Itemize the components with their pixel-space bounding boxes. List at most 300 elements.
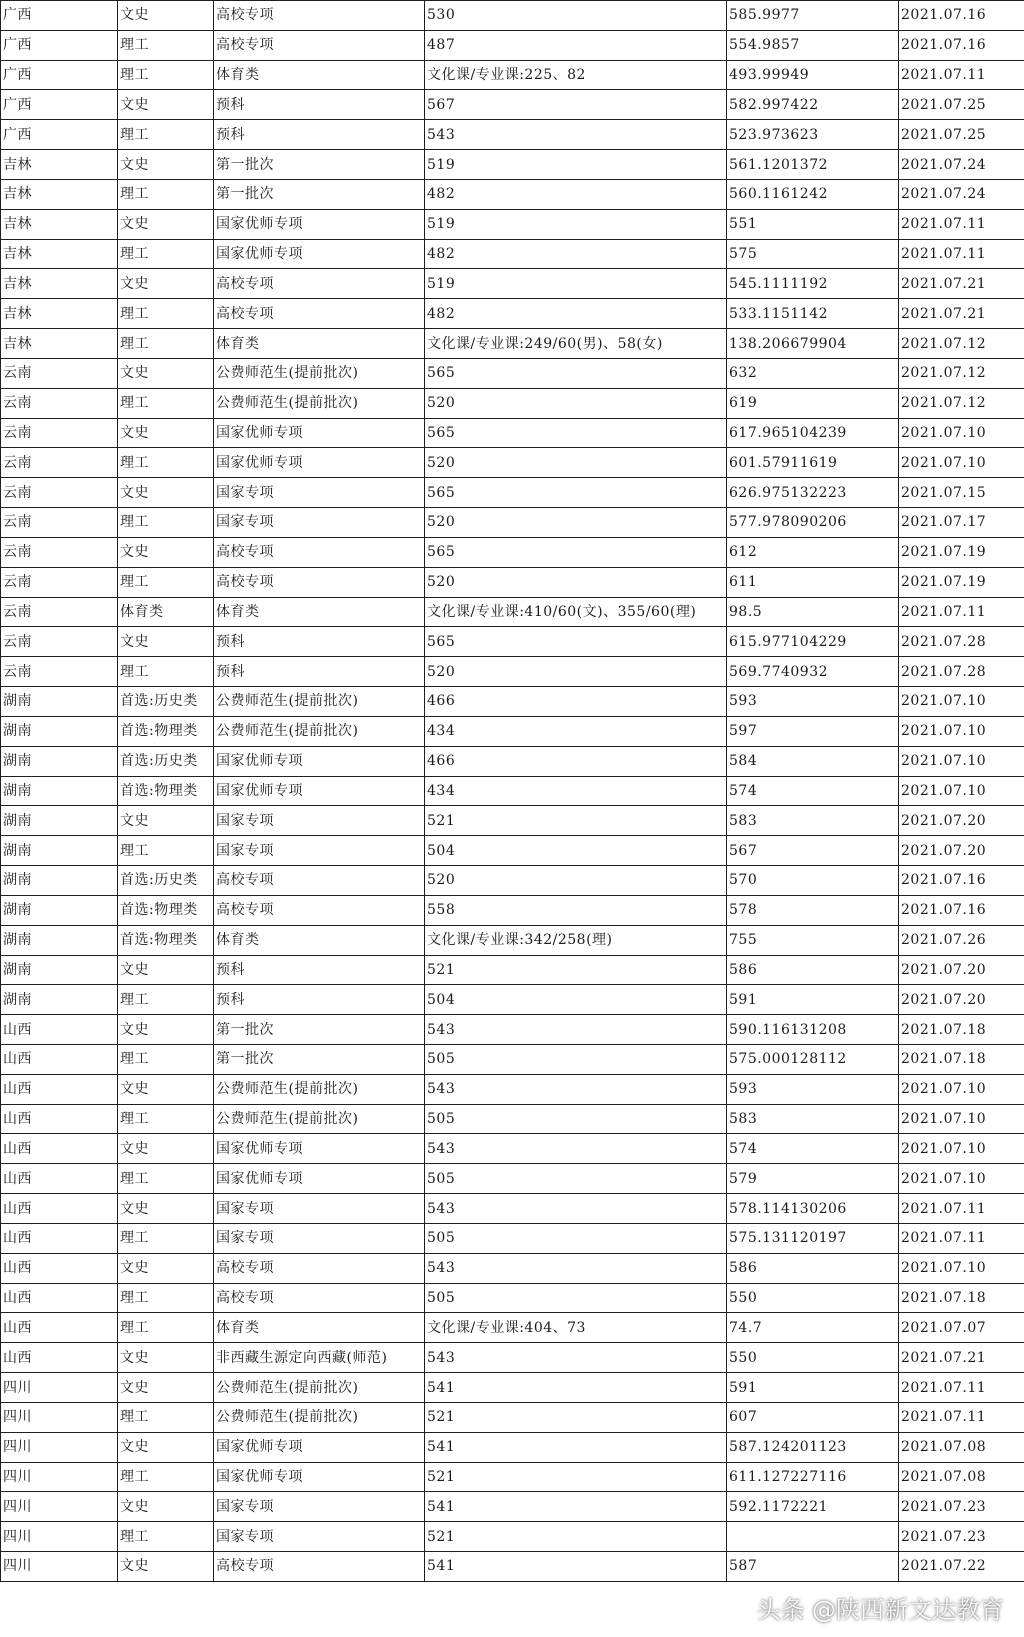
date-cell: 2021.07.11	[899, 209, 1024, 239]
table-row	[1, 776, 1024, 806]
date-cell: 2021.07.20	[899, 836, 1024, 866]
date-cell: 2021.07.21	[899, 299, 1024, 329]
date-cell: 2021.07.25	[899, 120, 1024, 150]
date-cell: 2021.07.10	[899, 716, 1024, 746]
batch-cell: 国家专项	[214, 1522, 425, 1552]
table-row	[1, 1074, 1024, 1104]
province-cell: 四川	[1, 1552, 118, 1582]
batch-cell: 体育类	[214, 60, 425, 90]
table-row	[1, 1044, 1024, 1074]
min-score-cell: 583	[727, 806, 899, 836]
province-cell: 湖南	[1, 895, 118, 925]
batch-cell: 国家优师专项	[214, 746, 425, 776]
batch-cell: 高校专项	[214, 269, 425, 299]
subject-cell: 理工	[118, 1164, 214, 1194]
control-line-cell: 521	[425, 806, 727, 836]
batch-cell: 第一批次	[214, 179, 425, 209]
province-cell: 云南	[1, 418, 118, 448]
table-row	[1, 418, 1024, 448]
table-row	[1, 866, 1024, 896]
control-line-cell: 541	[425, 1552, 727, 1582]
subject-cell: 文史	[118, 418, 214, 448]
date-cell: 2021.07.11	[899, 597, 1024, 627]
subject-cell: 文史	[118, 806, 214, 836]
batch-cell: 公费师范生(提前批次)	[214, 687, 425, 717]
date-cell: 2021.07.18	[899, 1044, 1024, 1074]
batch-cell: 体育类	[214, 329, 425, 359]
subject-cell: 理工	[118, 1223, 214, 1253]
date-cell: 2021.07.10	[899, 1074, 1024, 1104]
min-score-cell: 574	[727, 776, 899, 806]
table-row	[1, 687, 1024, 717]
min-score-cell: 619	[727, 388, 899, 418]
date-cell: 2021.07.11	[899, 60, 1024, 90]
table-row	[1, 1134, 1024, 1164]
batch-cell: 国家专项	[214, 836, 425, 866]
province-cell: 云南	[1, 627, 118, 657]
control-line-cell: 565	[425, 418, 727, 448]
min-score-cell: 578	[727, 895, 899, 925]
date-cell: 2021.07.23	[899, 1492, 1024, 1522]
control-line-cell: 504	[425, 985, 727, 1015]
table-row	[1, 836, 1024, 866]
control-line-cell: 505	[425, 1283, 727, 1313]
subject-cell: 文史	[118, 1492, 214, 1522]
province-cell: 湖南	[1, 985, 118, 1015]
subject-cell: 理工	[118, 508, 214, 538]
date-cell: 2021.07.21	[899, 1343, 1024, 1373]
control-line-cell: 434	[425, 716, 727, 746]
subject-cell: 文史	[118, 955, 214, 985]
province-cell: 吉林	[1, 299, 118, 329]
control-line-cell: 565	[425, 478, 727, 508]
subject-cell: 理工	[118, 1283, 214, 1313]
batch-cell: 预科	[214, 120, 425, 150]
subject-cell: 文史	[118, 1015, 214, 1045]
province-cell: 湖南	[1, 925, 118, 955]
province-cell: 山西	[1, 1134, 118, 1164]
control-line-cell: 466	[425, 687, 727, 717]
table-row	[1, 1432, 1024, 1462]
province-cell: 广西	[1, 1, 118, 31]
control-line-cell: 543	[425, 1343, 727, 1373]
control-line-cell: 543	[425, 1194, 727, 1224]
batch-cell: 国家专项	[214, 508, 425, 538]
table-row	[1, 329, 1024, 359]
province-cell: 山西	[1, 1223, 118, 1253]
batch-cell: 国家优师专项	[214, 418, 425, 448]
subject-cell: 理工	[118, 1044, 214, 1074]
subject-cell: 文史	[118, 1134, 214, 1164]
subject-cell: 文史	[118, 1343, 214, 1373]
control-line-cell: 565	[425, 358, 727, 388]
min-score-cell: 575.000128112	[727, 1044, 899, 1074]
table-row	[1, 30, 1024, 60]
date-cell: 2021.07.11	[899, 1402, 1024, 1432]
table-row	[1, 1313, 1024, 1343]
date-cell: 2021.07.20	[899, 985, 1024, 1015]
control-line-cell: 565	[425, 627, 727, 657]
min-score-cell: 569.7740932	[727, 657, 899, 687]
table-row	[1, 150, 1024, 180]
subject-cell: 理工	[118, 567, 214, 597]
subject-cell: 首选:历史类	[118, 687, 214, 717]
subject-cell: 理工	[118, 985, 214, 1015]
batch-cell: 高校专项	[214, 30, 425, 60]
date-cell: 2021.07.15	[899, 478, 1024, 508]
batch-cell: 高校专项	[214, 537, 425, 567]
batch-cell: 第一批次	[214, 150, 425, 180]
control-line-cell: 466	[425, 746, 727, 776]
batch-cell: 国家专项	[214, 1223, 425, 1253]
table-row	[1, 209, 1024, 239]
date-cell: 2021.07.07	[899, 1313, 1024, 1343]
table-row	[1, 567, 1024, 597]
province-cell: 云南	[1, 567, 118, 597]
control-line-cell: 482	[425, 239, 727, 269]
date-cell: 2021.07.10	[899, 418, 1024, 448]
subject-cell: 首选:物理类	[118, 925, 214, 955]
subject-cell: 理工	[118, 299, 214, 329]
control-line-cell: 543	[425, 120, 727, 150]
batch-cell: 高校专项	[214, 1253, 425, 1283]
table-row	[1, 1402, 1024, 1432]
control-line-cell: 521	[425, 1462, 727, 1492]
subject-cell: 文史	[118, 1373, 214, 1403]
date-cell: 2021.07.20	[899, 955, 1024, 985]
date-cell: 2021.07.10	[899, 1104, 1024, 1134]
subject-cell: 文史	[118, 269, 214, 299]
min-score-cell: 587	[727, 1552, 899, 1582]
date-cell: 2021.07.10	[899, 1134, 1024, 1164]
batch-cell: 预科	[214, 955, 425, 985]
province-cell: 湖南	[1, 687, 118, 717]
subject-cell: 理工	[118, 1462, 214, 1492]
subject-cell: 理工	[118, 179, 214, 209]
min-score-cell: 586	[727, 1253, 899, 1283]
table-row	[1, 1522, 1024, 1552]
province-cell: 四川	[1, 1492, 118, 1522]
province-cell: 山西	[1, 1104, 118, 1134]
province-cell: 吉林	[1, 269, 118, 299]
date-cell: 2021.07.12	[899, 388, 1024, 418]
batch-cell: 公费师范生(提前批次)	[214, 1402, 425, 1432]
subject-cell: 理工	[118, 388, 214, 418]
province-cell: 山西	[1, 1015, 118, 1045]
date-cell: 2021.07.08	[899, 1432, 1024, 1462]
batch-cell: 国家优师专项	[214, 1462, 425, 1492]
min-score-cell: 632	[727, 358, 899, 388]
control-line-cell: 文化课/专业课:410/60(文)、355/60(理)	[425, 597, 727, 627]
batch-cell: 公费师范生(提前批次)	[214, 388, 425, 418]
control-line-cell: 543	[425, 1134, 727, 1164]
subject-cell: 理工	[118, 1313, 214, 1343]
batch-cell: 国家专项	[214, 1492, 425, 1522]
batch-cell: 高校专项	[214, 1283, 425, 1313]
min-score-cell: 611	[727, 567, 899, 597]
table-row	[1, 1462, 1024, 1492]
table-row	[1, 537, 1024, 567]
date-cell: 2021.07.10	[899, 1164, 1024, 1194]
province-cell: 云南	[1, 537, 118, 567]
min-score-cell: 575.131120197	[727, 1223, 899, 1253]
province-cell: 山西	[1, 1164, 118, 1194]
subject-cell: 文史	[118, 478, 214, 508]
batch-cell: 公费师范生(提前批次)	[214, 1074, 425, 1104]
min-score-cell: 584	[727, 746, 899, 776]
date-cell: 2021.07.21	[899, 269, 1024, 299]
table-row	[1, 1343, 1024, 1373]
table-row	[1, 1164, 1024, 1194]
subject-cell: 首选:历史类	[118, 746, 214, 776]
table-row	[1, 627, 1024, 657]
date-cell: 2021.07.24	[899, 150, 1024, 180]
subject-cell: 理工	[118, 1522, 214, 1552]
date-cell: 2021.07.20	[899, 806, 1024, 836]
province-cell: 吉林	[1, 239, 118, 269]
min-score-cell: 98.5	[727, 597, 899, 627]
table-row	[1, 1194, 1024, 1224]
min-score-cell: 554.9857	[727, 30, 899, 60]
date-cell: 2021.07.22	[899, 1552, 1024, 1582]
province-cell: 山西	[1, 1313, 118, 1343]
min-score-cell: 607	[727, 1402, 899, 1432]
min-score-cell: 533.1151142	[727, 299, 899, 329]
date-cell: 2021.07.11	[899, 1194, 1024, 1224]
control-line-cell: 565	[425, 537, 727, 567]
subject-cell: 理工	[118, 836, 214, 866]
subject-cell: 文史	[118, 150, 214, 180]
min-score-cell: 567	[727, 836, 899, 866]
province-cell: 四川	[1, 1373, 118, 1403]
min-score-cell: 591	[727, 1373, 899, 1403]
province-cell: 山西	[1, 1074, 118, 1104]
min-score-cell: 74.7	[727, 1313, 899, 1343]
min-score-cell: 561.1201372	[727, 150, 899, 180]
min-score-cell: 626.975132223	[727, 478, 899, 508]
control-line-cell: 519	[425, 150, 727, 180]
batch-cell: 高校专项	[214, 1, 425, 31]
date-cell: 2021.07.12	[899, 329, 1024, 359]
subject-cell: 文史	[118, 358, 214, 388]
control-line-cell: 482	[425, 299, 727, 329]
province-cell: 湖南	[1, 836, 118, 866]
batch-cell: 高校专项	[214, 1552, 425, 1582]
date-cell: 2021.07.10	[899, 687, 1024, 717]
table-row	[1, 746, 1024, 776]
date-cell: 2021.07.28	[899, 657, 1024, 687]
date-cell: 2021.07.11	[899, 1223, 1024, 1253]
subject-cell: 理工	[118, 448, 214, 478]
table-row	[1, 448, 1024, 478]
min-score-cell: 590.116131208	[727, 1015, 899, 1045]
date-cell: 2021.07.16	[899, 895, 1024, 925]
date-cell: 2021.07.24	[899, 179, 1024, 209]
control-line-cell: 521	[425, 955, 727, 985]
table-row	[1, 985, 1024, 1015]
date-cell: 2021.07.11	[899, 1373, 1024, 1403]
control-line-cell: 482	[425, 179, 727, 209]
table-row	[1, 1283, 1024, 1313]
table-row	[1, 60, 1024, 90]
min-score-cell: 611.127227116	[727, 1462, 899, 1492]
min-score-cell: 592.1172221	[727, 1492, 899, 1522]
province-cell: 湖南	[1, 716, 118, 746]
control-line-cell: 505	[425, 1044, 727, 1074]
min-score-cell: 138.206679904	[727, 329, 899, 359]
batch-cell: 公费师范生(提前批次)	[214, 1373, 425, 1403]
min-score-cell: 755	[727, 925, 899, 955]
date-cell: 2021.07.10	[899, 1253, 1024, 1283]
min-score-cell: 570	[727, 866, 899, 896]
table-row	[1, 1015, 1024, 1045]
batch-cell: 体育类	[214, 1313, 425, 1343]
province-cell: 云南	[1, 657, 118, 687]
province-cell: 湖南	[1, 746, 118, 776]
min-score-cell: 585.9977	[727, 1, 899, 31]
min-score-cell: 587.124201123	[727, 1432, 899, 1462]
control-line-cell: 541	[425, 1492, 727, 1522]
control-line-cell: 520	[425, 448, 727, 478]
table-row	[1, 478, 1024, 508]
date-cell: 2021.07.16	[899, 866, 1024, 896]
subject-cell: 文史	[118, 1194, 214, 1224]
batch-cell: 国家优师专项	[214, 239, 425, 269]
control-line-cell: 505	[425, 1104, 727, 1134]
province-cell: 广西	[1, 30, 118, 60]
table-row	[1, 179, 1024, 209]
batch-cell: 国家优师专项	[214, 1164, 425, 1194]
date-cell: 2021.07.19	[899, 567, 1024, 597]
date-cell: 2021.07.28	[899, 627, 1024, 657]
min-score-cell: 612	[727, 537, 899, 567]
batch-cell: 公费师范生(提前批次)	[214, 1104, 425, 1134]
date-cell: 2021.07.26	[899, 925, 1024, 955]
province-cell: 云南	[1, 388, 118, 418]
province-cell: 湖南	[1, 806, 118, 836]
min-score-cell	[727, 1522, 899, 1552]
control-line-cell: 543	[425, 1253, 727, 1283]
subject-cell: 理工	[118, 60, 214, 90]
province-cell: 云南	[1, 358, 118, 388]
table-row	[1, 1492, 1024, 1522]
province-cell: 四川	[1, 1432, 118, 1462]
subject-cell: 文史	[118, 1432, 214, 1462]
province-cell: 山西	[1, 1044, 118, 1074]
table-row	[1, 657, 1024, 687]
table-row	[1, 925, 1024, 955]
date-cell: 2021.07.12	[899, 358, 1024, 388]
province-cell: 湖南	[1, 866, 118, 896]
subject-cell: 首选:历史类	[118, 866, 214, 896]
table-row	[1, 299, 1024, 329]
control-line-cell: 521	[425, 1522, 727, 1552]
table-row	[1, 1104, 1024, 1134]
province-cell: 云南	[1, 508, 118, 538]
control-line-cell: 521	[425, 1402, 727, 1432]
subject-cell: 首选:物理类	[118, 716, 214, 746]
province-cell: 广西	[1, 60, 118, 90]
table-row	[1, 1253, 1024, 1283]
table-row	[1, 1373, 1024, 1403]
province-cell: 四川	[1, 1402, 118, 1432]
subject-cell: 理工	[118, 1104, 214, 1134]
control-line-cell: 文化课/专业课:225、82	[425, 60, 727, 90]
control-line-cell: 520	[425, 567, 727, 597]
control-line-cell: 504	[425, 836, 727, 866]
control-line-cell: 543	[425, 1015, 727, 1045]
table-row	[1, 1223, 1024, 1253]
control-line-cell: 434	[425, 776, 727, 806]
min-score-cell: 560.1161242	[727, 179, 899, 209]
date-cell: 2021.07.18	[899, 1283, 1024, 1313]
control-line-cell: 文化课/专业课:249/60(男)、58(女)	[425, 329, 727, 359]
batch-cell: 第一批次	[214, 1015, 425, 1045]
control-line-cell: 文化课/专业课:404、73	[425, 1313, 727, 1343]
min-score-cell: 591	[727, 985, 899, 1015]
min-score-cell: 545.1111192	[727, 269, 899, 299]
control-line-cell: 520	[425, 657, 727, 687]
control-line-cell: 519	[425, 209, 727, 239]
table-body	[1, 1, 1024, 1582]
province-cell: 云南	[1, 478, 118, 508]
table-row	[1, 508, 1024, 538]
control-line-cell: 520	[425, 388, 727, 418]
subject-cell: 文史	[118, 90, 214, 120]
table-row	[1, 358, 1024, 388]
date-cell: 2021.07.11	[899, 239, 1024, 269]
subject-cell: 文史	[118, 1253, 214, 1283]
province-cell: 吉林	[1, 150, 118, 180]
min-score-cell: 550	[727, 1283, 899, 1313]
province-cell: 吉林	[1, 329, 118, 359]
min-score-cell: 597	[727, 716, 899, 746]
date-cell: 2021.07.18	[899, 1015, 1024, 1045]
min-score-cell: 617.965104239	[727, 418, 899, 448]
min-score-cell: 550	[727, 1343, 899, 1373]
province-cell: 山西	[1, 1253, 118, 1283]
subject-cell: 文史	[118, 1, 214, 31]
province-cell: 湖南	[1, 955, 118, 985]
batch-cell: 预科	[214, 657, 425, 687]
watermark: 头条 @陕西新文达教育	[756, 1596, 1004, 1624]
batch-cell: 高校专项	[214, 895, 425, 925]
batch-cell: 高校专项	[214, 866, 425, 896]
batch-cell: 国家优师专项	[214, 1134, 425, 1164]
min-score-cell: 593	[727, 687, 899, 717]
batch-cell: 国家专项	[214, 1194, 425, 1224]
batch-cell: 高校专项	[214, 567, 425, 597]
table-row	[1, 269, 1024, 299]
batch-cell: 预科	[214, 985, 425, 1015]
subject-cell: 理工	[118, 657, 214, 687]
subject-cell: 文史	[118, 537, 214, 567]
date-cell: 2021.07.10	[899, 776, 1024, 806]
batch-cell: 国家优师专项	[214, 448, 425, 478]
date-cell: 2021.07.10	[899, 746, 1024, 776]
batch-cell: 非西藏生源定向西藏(师范)	[214, 1343, 425, 1373]
control-line-cell: 487	[425, 30, 727, 60]
control-line-cell: 541	[425, 1373, 727, 1403]
date-cell: 2021.07.10	[899, 448, 1024, 478]
control-line-cell: 530	[425, 1, 727, 31]
province-cell: 吉林	[1, 209, 118, 239]
table-row	[1, 955, 1024, 985]
control-line-cell: 520	[425, 508, 727, 538]
batch-cell: 预科	[214, 627, 425, 657]
table-row	[1, 806, 1024, 836]
batch-cell: 公费师范生(提前批次)	[214, 716, 425, 746]
